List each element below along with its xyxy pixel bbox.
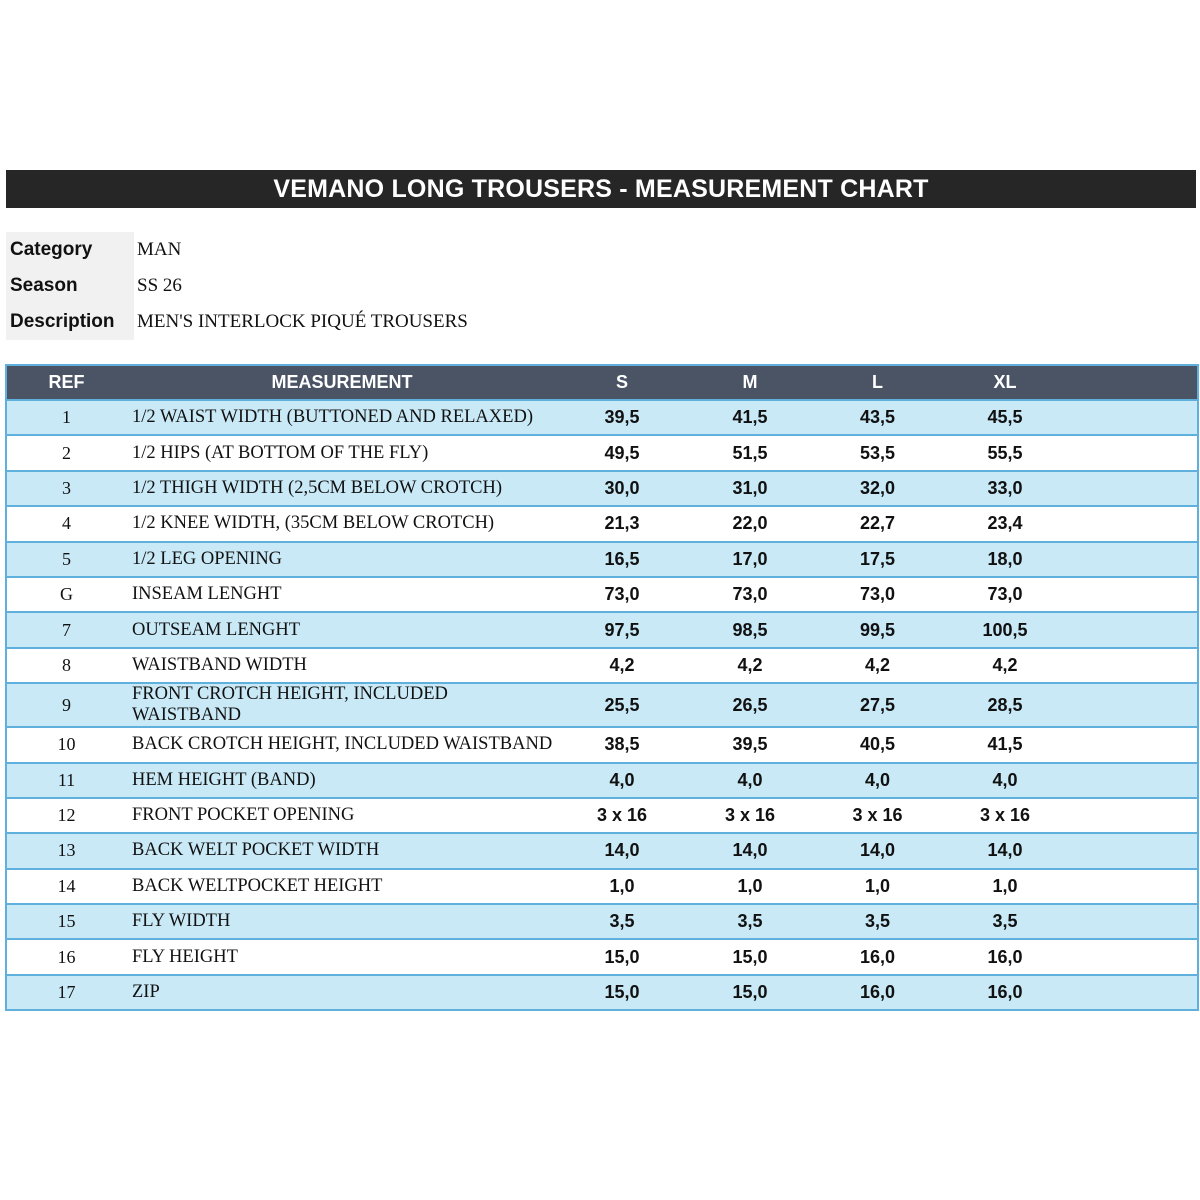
size-xl-cell: 1,0: [941, 869, 1198, 904]
size-s-cell: 39,5: [558, 400, 686, 435]
table-row: [6, 542, 1198, 577]
header-measurement: MEASUREMENT: [126, 365, 558, 400]
category-label: Category: [6, 232, 134, 268]
ref-cell: 5: [6, 542, 126, 577]
size-s-cell: 30,0: [558, 471, 686, 506]
ref-cell: 2: [6, 435, 126, 470]
size-m-cell: 1,0: [686, 869, 814, 904]
size-l-cell: 4,0: [814, 763, 941, 798]
header-size-m: M: [686, 365, 814, 400]
description-label: Description: [6, 304, 134, 340]
size-s-cell: 49,5: [558, 435, 686, 470]
size-l-cell: 1,0: [814, 869, 941, 904]
info-row-description: [6, 304, 468, 340]
info-row-season: [6, 268, 468, 304]
measurement-cell: 1/2 KNEE WIDTH, (35CM BELOW CROTCH): [126, 506, 558, 541]
table-row: [6, 939, 1198, 974]
size-xl-cell: 28,5: [941, 683, 1198, 727]
measurement-cell: FLY WIDTH: [126, 904, 558, 939]
size-m-cell: 22,0: [686, 506, 814, 541]
size-l-cell: 17,5: [814, 542, 941, 577]
size-xl-cell: 45,5: [941, 400, 1198, 435]
size-xl-cell: 33,0: [941, 471, 1198, 506]
size-l-cell: 40,5: [814, 727, 941, 762]
size-s-cell: 73,0: [558, 577, 686, 612]
table-row: [6, 471, 1198, 506]
size-l-cell: 27,5: [814, 683, 941, 727]
measurement-cell: FRONT POCKET OPENING: [126, 798, 558, 833]
ref-cell: 12: [6, 798, 126, 833]
measurement-cell: ZIP: [126, 975, 558, 1010]
header-ref: REF: [6, 365, 126, 400]
size-m-cell: 3,5: [686, 904, 814, 939]
size-l-cell: 14,0: [814, 833, 941, 868]
size-xl-cell: 23,4: [941, 506, 1198, 541]
table-row: [6, 904, 1198, 939]
size-s-cell: 15,0: [558, 975, 686, 1010]
size-m-cell: 51,5: [686, 435, 814, 470]
size-xl-cell: 14,0: [941, 833, 1198, 868]
table-row: [6, 975, 1198, 1010]
table-row: [6, 435, 1198, 470]
size-l-cell: 99,5: [814, 612, 941, 647]
table-row: [6, 400, 1198, 435]
size-m-cell: 98,5: [686, 612, 814, 647]
ref-cell: 16: [6, 939, 126, 974]
size-s-cell: 97,5: [558, 612, 686, 647]
ref-cell: 1: [6, 400, 126, 435]
size-xl-cell: 3 x 16: [941, 798, 1198, 833]
measurement-cell: 1/2 THIGH WIDTH (2,5CM BELOW CROTCH): [126, 471, 558, 506]
ref-cell: G: [6, 577, 126, 612]
size-m-cell: 4,0: [686, 763, 814, 798]
size-l-cell: 53,5: [814, 435, 941, 470]
size-m-cell: 4,2: [686, 648, 814, 683]
size-l-cell: 4,2: [814, 648, 941, 683]
header-size-s: S: [558, 365, 686, 400]
size-s-cell: 4,2: [558, 648, 686, 683]
size-xl-cell: 18,0: [941, 542, 1198, 577]
season-label: Season: [6, 268, 134, 304]
size-xl-cell: 16,0: [941, 975, 1198, 1010]
chart-title-bar: [6, 170, 1196, 208]
table-row: [6, 506, 1198, 541]
size-l-cell: 3,5: [814, 904, 941, 939]
size-s-cell: 3 x 16: [558, 798, 686, 833]
ref-cell: 14: [6, 869, 126, 904]
ref-cell: 3: [6, 471, 126, 506]
size-s-cell: 38,5: [558, 727, 686, 762]
category-value: MAN: [137, 239, 182, 260]
size-xl-cell: 100,5: [941, 612, 1198, 647]
size-s-cell: 21,3: [558, 506, 686, 541]
table-row: [6, 763, 1198, 798]
header-size-l: L: [814, 365, 941, 400]
size-m-cell: 26,5: [686, 683, 814, 727]
measurement-cell: WAISTBAND WIDTH: [126, 648, 558, 683]
ref-cell: 15: [6, 904, 126, 939]
size-s-cell: 3,5: [558, 904, 686, 939]
measurement-cell: FLY HEIGHT: [126, 939, 558, 974]
size-xl-cell: 3,5: [941, 904, 1198, 939]
measurement-cell: 1/2 WAIST WIDTH (BUTTONED AND RELAXED): [126, 400, 558, 435]
size-l-cell: 16,0: [814, 939, 941, 974]
measurement-table: [5, 364, 1199, 1011]
table-row: [6, 577, 1198, 612]
size-m-cell: 39,5: [686, 727, 814, 762]
table-row: [6, 683, 1198, 727]
ref-cell: 8: [6, 648, 126, 683]
chart-title: VEMANO LONG TROUSERS - MEASUREMENT CHART: [273, 174, 929, 203]
table-body: [6, 400, 1198, 1010]
size-m-cell: 31,0: [686, 471, 814, 506]
measurement-cell: OUTSEAM LENGHT: [126, 612, 558, 647]
size-l-cell: 32,0: [814, 471, 941, 506]
size-m-cell: 15,0: [686, 939, 814, 974]
size-m-cell: 15,0: [686, 975, 814, 1010]
size-xl-cell: 73,0: [941, 577, 1198, 612]
table-row: [6, 869, 1198, 904]
measurement-cell: BACK WELTPOCKET HEIGHT: [126, 869, 558, 904]
measurement-cell: 1/2 LEG OPENING: [126, 542, 558, 577]
size-s-cell: 14,0: [558, 833, 686, 868]
size-xl-cell: 4,0: [941, 763, 1198, 798]
size-l-cell: 43,5: [814, 400, 941, 435]
ref-cell: 7: [6, 612, 126, 647]
table-header-row: [6, 365, 1198, 400]
size-m-cell: 41,5: [686, 400, 814, 435]
measurement-cell: HEM HEIGHT (BAND): [126, 763, 558, 798]
size-xl-cell: 41,5: [941, 727, 1198, 762]
size-s-cell: 25,5: [558, 683, 686, 727]
ref-cell: 13: [6, 833, 126, 868]
measurement-cell: FRONT CROTCH HEIGHT, INCLUDED WAISTBAND: [126, 683, 558, 727]
measurement-cell: BACK CROTCH HEIGHT, INCLUDED WAISTBAND: [126, 727, 558, 762]
info-row-category: [6, 232, 468, 268]
size-l-cell: 16,0: [814, 975, 941, 1010]
product-info: [6, 232, 468, 340]
size-l-cell: 22,7: [814, 506, 941, 541]
ref-cell: 10: [6, 727, 126, 762]
size-s-cell: 4,0: [558, 763, 686, 798]
size-m-cell: 73,0: [686, 577, 814, 612]
size-m-cell: 17,0: [686, 542, 814, 577]
size-l-cell: 3 x 16: [814, 798, 941, 833]
season-value: SS 26: [137, 275, 182, 296]
table-row: [6, 648, 1198, 683]
size-l-cell: 73,0: [814, 577, 941, 612]
measurement-cell: BACK WELT POCKET WIDTH: [126, 833, 558, 868]
table-row: [6, 727, 1198, 762]
measurement-cell: 1/2 HIPS (AT BOTTOM OF THE FLY): [126, 435, 558, 470]
size-m-cell: 14,0: [686, 833, 814, 868]
size-m-cell: 3 x 16: [686, 798, 814, 833]
description-value: MEN'S INTERLOCK PIQUÉ TROUSERS: [137, 311, 468, 332]
ref-cell: 17: [6, 975, 126, 1010]
ref-cell: 11: [6, 763, 126, 798]
size-xl-cell: 4,2: [941, 648, 1198, 683]
size-s-cell: 1,0: [558, 869, 686, 904]
header-size-xl: XL: [941, 365, 1198, 400]
size-xl-cell: 55,5: [941, 435, 1198, 470]
size-xl-cell: 16,0: [941, 939, 1198, 974]
ref-cell: 9: [6, 683, 126, 727]
table-row: [6, 612, 1198, 647]
table-row: [6, 798, 1198, 833]
size-s-cell: 15,0: [558, 939, 686, 974]
measurement-cell: INSEAM LENGHT: [126, 577, 558, 612]
size-s-cell: 16,5: [558, 542, 686, 577]
table-row: [6, 833, 1198, 868]
ref-cell: 4: [6, 506, 126, 541]
